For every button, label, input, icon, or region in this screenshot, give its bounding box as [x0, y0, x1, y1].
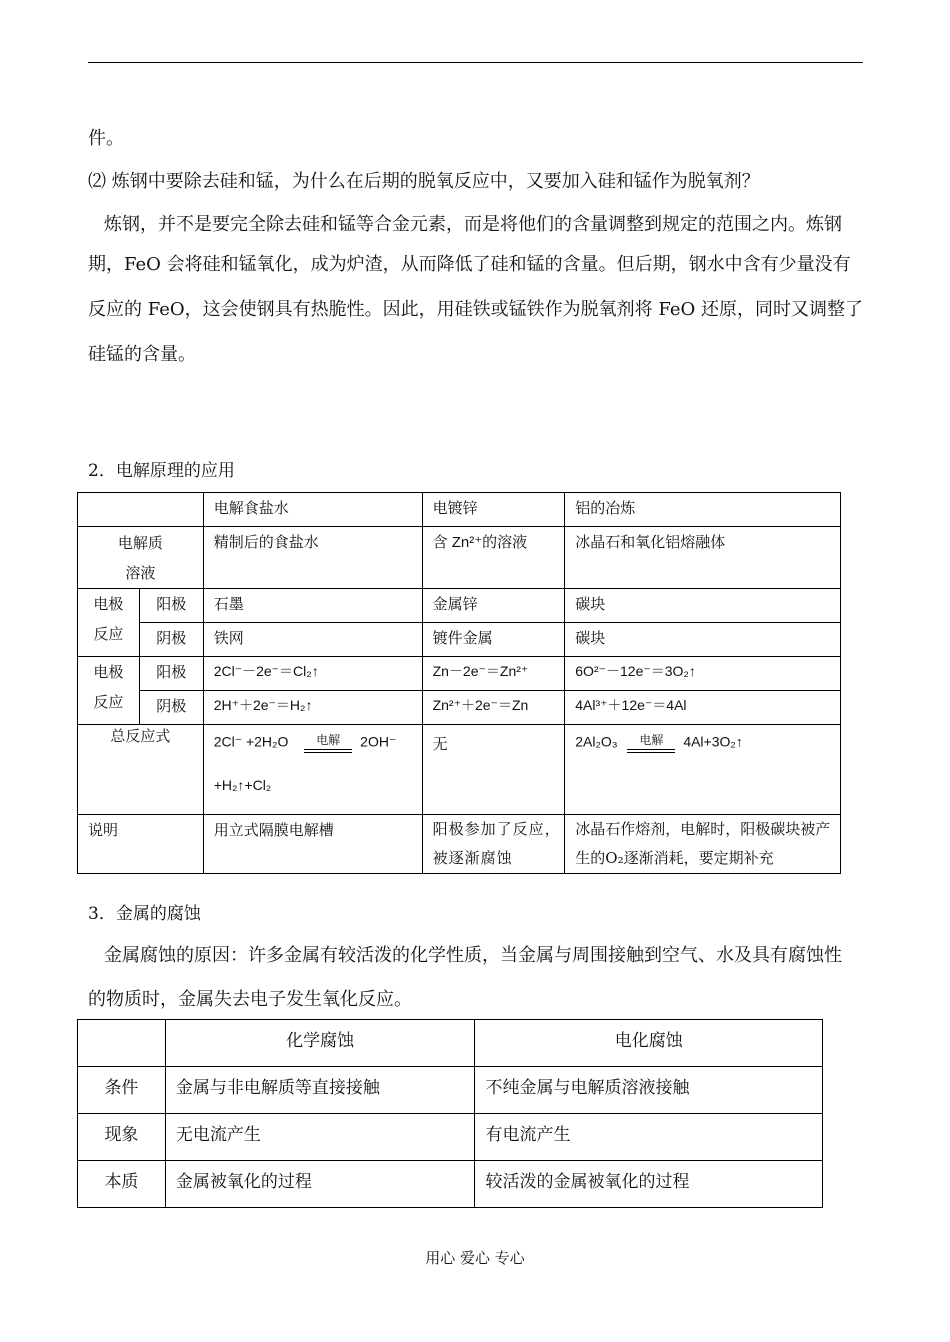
answer-line-4: 硅锰的含量。 [88, 344, 196, 365]
electrode-cathode-nacl: 铁网 [203, 623, 422, 657]
overall-al [565, 725, 841, 815]
electrolyte-label-1: 电解质 [117, 534, 163, 552]
overall-nacl-line2: +H₂↑+Cl₂ [213, 777, 272, 793]
electrode-anode-al: 碳块 [565, 589, 841, 623]
section3-title: 3．金属的腐蚀 [88, 904, 201, 924]
table-row [78, 623, 841, 657]
page-footer: 用心 爱心 专心 [425, 1249, 525, 1267]
row-label-essence: 本质 [78, 1161, 166, 1208]
electrolyte-nacl: 精制后的食盐水 [203, 527, 422, 589]
overall-al-right: 4Al+3O₂↑ [683, 733, 743, 750]
note-al: 冰晶石作熔剂，电解时，阳极碳块被产生的O₂逐渐消耗，要定期补充 [565, 815, 841, 874]
essence-chemical: 金属被氧化的过程 [165, 1161, 475, 1208]
header-zn: 电镀锌 [422, 493, 565, 527]
overall-al-left: 2Al₂O₃ [575, 733, 618, 750]
section2-title: 2．电解原理的应用 [88, 461, 235, 481]
rxn-cathode-nacl: 2H⁺＋2e⁻＝H₂↑ [203, 691, 422, 725]
row-label-phenomenon: 现象 [78, 1114, 166, 1161]
rxn-anode-zn: Zn－2e⁻＝Zn²⁺ [422, 657, 565, 691]
anode-label: 阳极 [139, 657, 203, 691]
answer-line-3: 反应的 FeO，这会使钢具有热脆性。因此，用硅铁或锰铁作为脱氧剂将 FeO 还原，同时又调整了 [88, 299, 863, 320]
condition-electrochemical: 不纯金属与电解质溶液接触 [475, 1067, 823, 1114]
electrolyte-zn: 含 Zn²⁺的溶液 [422, 527, 565, 589]
cathode-label: 阴极 [139, 691, 203, 725]
row-label-condition: 条件 [78, 1067, 166, 1114]
table-header-row [78, 493, 841, 527]
table-row [78, 1067, 823, 1114]
rxn-cathode-al: 4Al³⁺＋12e⁻＝4Al [565, 691, 841, 725]
electrolysis-table [77, 492, 841, 874]
corner-cell [78, 493, 204, 527]
text-line-1: 件。 [88, 128, 124, 149]
table-row [78, 589, 841, 623]
table-row [78, 1114, 823, 1161]
reaction-label-1: 电极 [93, 663, 124, 681]
table-row [78, 1161, 823, 1208]
rxn-anode-nacl: 2Cl⁻－2e⁻＝Cl₂↑ [203, 657, 422, 691]
phenomenon-electrochemical: 有电流产生 [475, 1114, 823, 1161]
overall-zn: 无 [422, 725, 565, 815]
electrode-cathode-zn: 镀件金属 [422, 623, 565, 657]
overall-nacl [203, 725, 422, 815]
table-row [78, 527, 841, 589]
header-nacl: 电解食盐水 [203, 493, 422, 527]
electrode-label-1: 电极 [93, 595, 124, 613]
section3-para-2: 的物质时，金属失去电子发生氧化反应。 [88, 989, 412, 1010]
anode-label: 阳极 [139, 589, 203, 623]
electrode-label [78, 589, 140, 657]
reaction-label [78, 657, 140, 725]
table-row [78, 691, 841, 725]
table-row [78, 815, 841, 874]
electrolysis-equals-sign [302, 733, 354, 753]
reaction-label-2: 反应 [93, 693, 124, 711]
overall-nacl-left: 2Cl⁻ +2H₂O [213, 733, 289, 750]
header-electrochemical: 电化腐蚀 [475, 1020, 823, 1067]
table-row [78, 725, 841, 815]
header-al: 铝的冶炼 [565, 493, 841, 527]
corner-cell [78, 1020, 166, 1067]
electrode-anode-zn: 金属锌 [422, 589, 565, 623]
essence-electrochemical: 较活泼的金属被氧化的过程 [475, 1161, 823, 1208]
header-rule [88, 62, 863, 63]
condition-label: 电解 [639, 733, 664, 747]
electrolyte-label [78, 527, 204, 589]
corrosion-table [77, 1019, 823, 1208]
table-row [78, 657, 841, 691]
condition-label: 电解 [316, 733, 341, 747]
overall-label: 总反应式 [78, 725, 204, 815]
rxn-cathode-zn: Zn²⁺＋2e⁻＝Zn [422, 691, 565, 725]
overall-nacl-right: 2OH⁻ [360, 733, 397, 750]
electrolyte-al: 冰晶石和氧化铝熔融体 [565, 527, 841, 589]
cathode-label: 阴极 [139, 623, 203, 657]
electrode-label-2: 反应 [93, 625, 124, 643]
question-text: ⑵ 炼钢中要除去硅和锰，为什么在后期的脱氧反应中，又要加入硅和锰作为脱氧剂？ [88, 171, 760, 192]
rxn-anode-al: 6O²⁻－12e⁻＝3O₂↑ [565, 657, 841, 691]
electrolyte-label-2: 溶液 [125, 564, 156, 582]
note-label: 说明 [78, 815, 204, 874]
electrolysis-equals-sign [625, 733, 677, 753]
phenomenon-chemical: 无电流产生 [165, 1114, 475, 1161]
electrode-anode-nacl: 石墨 [203, 589, 422, 623]
header-chemical: 化学腐蚀 [165, 1020, 475, 1067]
answer-line-2: 期，FeO 会将硅和锰氧化，成为炉渣，从而降低了硅和锰的含量。但后期，钢水中含有少量没有 [88, 254, 851, 275]
section3-para-1: 金属腐蚀的原因：许多金属有较活泼的化学性质，当金属与周围接触到空气、水及具有腐蚀性 [104, 945, 842, 966]
condition-chemical: 金属与非电解质等直接接触 [165, 1067, 475, 1114]
electrode-cathode-al: 碳块 [565, 623, 841, 657]
table-header-row [78, 1020, 823, 1067]
answer-line-1: 炼钢，并不是要完全除去硅和锰等合金元素，而是将他们的含量调整到规定的范围之内。炼钢 [104, 214, 842, 235]
note-zn: 阳极参加了反应，被逐渐腐蚀 [422, 815, 565, 874]
note-nacl: 用立式隔膜电解槽 [203, 815, 422, 874]
